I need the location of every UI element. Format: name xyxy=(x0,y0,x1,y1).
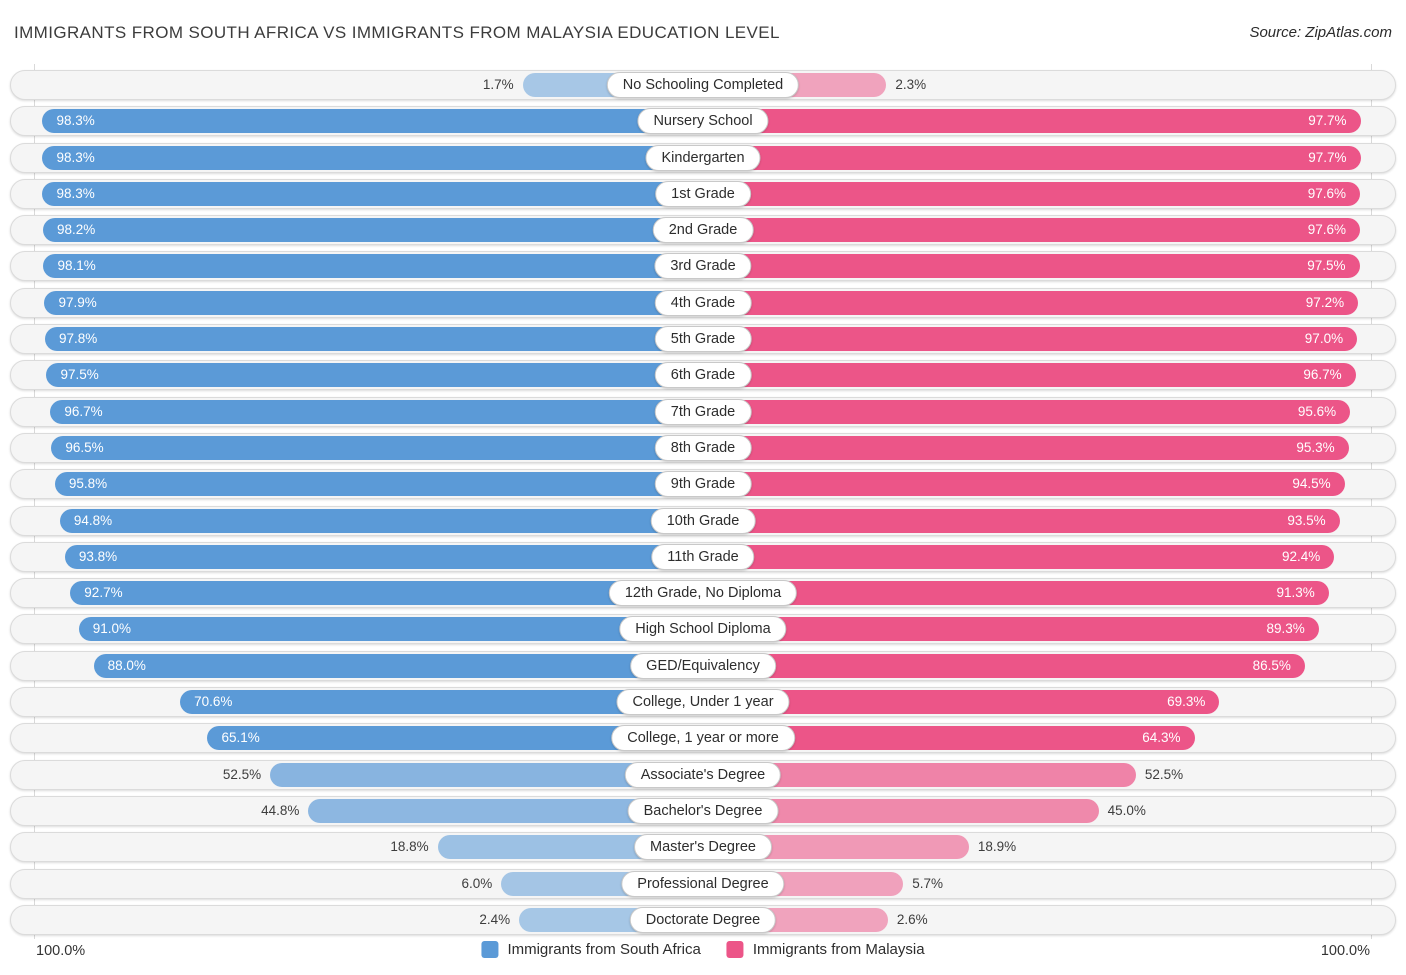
bar-south-africa xyxy=(55,472,703,496)
source-credit: Source: ZipAtlas.com xyxy=(1249,24,1392,41)
category-label: Associate's Degree xyxy=(625,762,781,788)
legend-label-south-africa: Immigrants from South Africa xyxy=(507,941,701,958)
chart-row xyxy=(10,832,1396,862)
value-label-malaysia: 5.7% xyxy=(912,875,944,891)
value-label-south-africa: 18.8% xyxy=(390,839,429,855)
chart-row xyxy=(10,687,1396,717)
bar-south-africa xyxy=(60,509,703,533)
category-label: 1st Grade xyxy=(655,181,751,207)
value-label-south-africa: 1.7% xyxy=(482,77,514,92)
value-label-south-africa: 95.8% xyxy=(68,476,108,492)
chart-row xyxy=(10,869,1396,899)
right-axis-max-label: 100.0% xyxy=(1320,943,1370,959)
value-label-malaysia: 89.3% xyxy=(1266,621,1305,637)
value-label-malaysia: 69.3% xyxy=(1167,694,1206,710)
value-label-south-africa: 98.3% xyxy=(56,113,95,129)
value-label-south-africa: 2.4% xyxy=(479,911,511,927)
value-label-malaysia: 86.5% xyxy=(1252,657,1291,673)
value-label-malaysia: 97.7% xyxy=(1308,113,1347,129)
chart-row xyxy=(10,179,1396,209)
value-label-south-africa: 65.1% xyxy=(221,730,260,746)
legend xyxy=(481,941,924,958)
legend-swatch-south-africa xyxy=(481,941,498,958)
value-label-malaysia: 2.6% xyxy=(896,911,928,927)
bar-south-africa xyxy=(44,291,703,315)
bar-south-africa xyxy=(65,545,703,569)
bar-malaysia xyxy=(703,363,1356,387)
bar-south-africa xyxy=(43,218,703,242)
value-label-south-africa: 94.8% xyxy=(73,512,113,528)
value-label-south-africa: 44.8% xyxy=(261,802,300,818)
value-label-malaysia: 64.3% xyxy=(1142,730,1181,746)
left-axis-max-label: 100.0% xyxy=(36,943,86,959)
bar-malaysia xyxy=(703,291,1358,315)
bar-malaysia xyxy=(703,254,1360,278)
bar-south-africa xyxy=(79,617,703,641)
category-label: 8th Grade xyxy=(655,435,752,461)
category-label: Master's Degree xyxy=(634,834,772,860)
category-label: 6th Grade xyxy=(655,362,752,388)
chart-row xyxy=(10,469,1396,499)
chart-footer xyxy=(10,941,1396,965)
value-label-south-africa: 97.5% xyxy=(60,367,99,383)
butterfly-chart xyxy=(10,70,1396,941)
value-label-south-africa: 6.0% xyxy=(461,875,493,891)
bar-south-africa xyxy=(42,109,703,133)
category-label: 5th Grade xyxy=(655,326,752,352)
category-label: High School Diploma xyxy=(619,616,786,642)
bar-malaysia xyxy=(703,617,1319,641)
value-label-malaysia: 97.7% xyxy=(1308,149,1347,165)
chart-row xyxy=(10,433,1396,463)
category-label: No Schooling Completed xyxy=(607,72,799,98)
value-label-south-africa: 93.8% xyxy=(78,548,118,564)
value-label-malaysia: 93.5% xyxy=(1287,512,1326,528)
chart-row xyxy=(10,215,1396,245)
chart-row xyxy=(10,614,1396,644)
chart-row xyxy=(10,796,1396,826)
bar-south-africa xyxy=(45,327,703,351)
value-label-malaysia: 92.4% xyxy=(1281,548,1321,564)
value-label-malaysia: 97.6% xyxy=(1307,222,1347,238)
bar-south-africa xyxy=(42,182,703,206)
category-label: Doctorate Degree xyxy=(630,907,776,933)
bar-malaysia xyxy=(703,218,1360,242)
category-label: Kindergarten xyxy=(645,145,760,171)
value-label-south-africa: 96.7% xyxy=(64,403,103,419)
bar-south-africa xyxy=(42,146,703,170)
value-label-south-africa: 97.9% xyxy=(58,294,97,310)
chart-row xyxy=(10,288,1396,318)
bar-malaysia xyxy=(703,654,1305,678)
bar-malaysia xyxy=(703,182,1360,206)
chart-row xyxy=(10,578,1396,608)
bar-malaysia xyxy=(703,581,1329,605)
value-label-malaysia: 97.5% xyxy=(1307,258,1346,274)
category-label: Bachelor's Degree xyxy=(628,798,779,824)
value-label-malaysia: 95.6% xyxy=(1297,403,1337,419)
bar-south-africa xyxy=(50,400,703,424)
category-label: Professional Degree xyxy=(621,871,784,897)
value-label-malaysia: 95.3% xyxy=(1296,439,1335,455)
value-label-south-africa: 98.3% xyxy=(56,149,95,165)
chart-row xyxy=(10,251,1396,281)
value-label-south-africa: 92.7% xyxy=(84,585,123,601)
bar-malaysia xyxy=(703,400,1350,424)
chart-row xyxy=(10,760,1396,790)
value-label-malaysia: 45.0% xyxy=(1107,802,1146,818)
category-label: Nursery School xyxy=(637,108,768,134)
category-label: 11th Grade xyxy=(651,544,754,570)
bar-malaysia xyxy=(703,109,1361,133)
value-label-malaysia: 96.7% xyxy=(1303,367,1342,383)
chart-row xyxy=(10,723,1396,753)
chart-row xyxy=(10,651,1396,681)
chart-row xyxy=(10,143,1396,173)
value-label-south-africa: 70.6% xyxy=(194,694,233,710)
category-label: 9th Grade xyxy=(655,471,752,497)
chart-row xyxy=(10,542,1396,572)
bar-malaysia xyxy=(703,327,1357,351)
value-label-malaysia: 52.5% xyxy=(1144,766,1184,782)
bar-south-africa xyxy=(51,436,703,460)
chart-row xyxy=(10,324,1396,354)
bar-south-africa xyxy=(43,254,703,278)
category-label: 3rd Grade xyxy=(654,253,751,279)
value-label-south-africa: 52.5% xyxy=(222,766,262,782)
value-label-south-africa: 97.8% xyxy=(58,331,98,347)
chart-row xyxy=(10,397,1396,427)
category-label: College, 1 year or more xyxy=(611,725,795,751)
legend-item-malaysia xyxy=(727,941,925,958)
value-label-malaysia: 94.5% xyxy=(1292,476,1331,492)
bar-malaysia xyxy=(703,545,1334,569)
category-label: 2nd Grade xyxy=(653,217,754,243)
value-label-south-africa: 98.2% xyxy=(56,222,96,238)
chart-row xyxy=(10,106,1396,136)
category-label: 7th Grade xyxy=(655,399,752,425)
value-label-south-africa: 91.0% xyxy=(92,621,132,637)
chart-row xyxy=(10,70,1396,100)
value-label-malaysia: 91.3% xyxy=(1276,585,1315,601)
category-label: 10th Grade xyxy=(651,508,756,534)
page-title: IMMIGRANTS FROM SOUTH AFRICA VS IMMIGRANTS FROM MALAYSIA EDUCATION LEVEL xyxy=(14,23,780,42)
category-label: College, Under 1 year xyxy=(616,689,789,715)
value-label-south-africa: 98.3% xyxy=(56,185,95,201)
category-label: 4th Grade xyxy=(655,290,752,316)
legend-swatch-malaysia xyxy=(727,941,744,958)
bar-south-africa xyxy=(46,363,703,387)
bar-malaysia xyxy=(703,509,1340,533)
bar-malaysia xyxy=(703,436,1349,460)
chart-row xyxy=(10,360,1396,390)
category-label: 12th Grade, No Diploma xyxy=(609,580,797,606)
value-label-south-africa: 96.5% xyxy=(65,439,104,455)
chart-rows xyxy=(10,70,1396,935)
bar-south-africa xyxy=(94,654,703,678)
value-label-malaysia: 97.2% xyxy=(1305,294,1345,310)
value-label-malaysia: 18.9% xyxy=(977,839,1017,855)
legend-item-south-africa xyxy=(481,941,700,958)
value-label-malaysia: 2.3% xyxy=(895,77,927,92)
chart-row xyxy=(10,506,1396,536)
bar-malaysia xyxy=(703,472,1345,496)
bar-malaysia xyxy=(703,146,1361,170)
value-label-malaysia: 97.0% xyxy=(1304,331,1344,347)
value-label-south-africa: 98.1% xyxy=(57,258,96,274)
chart-row xyxy=(10,905,1396,935)
legend-label-malaysia: Immigrants from Malaysia xyxy=(752,941,925,958)
value-label-malaysia: 97.6% xyxy=(1307,185,1347,201)
value-label-south-africa: 88.0% xyxy=(107,657,146,673)
category-label: GED/Equivalency xyxy=(630,653,776,679)
